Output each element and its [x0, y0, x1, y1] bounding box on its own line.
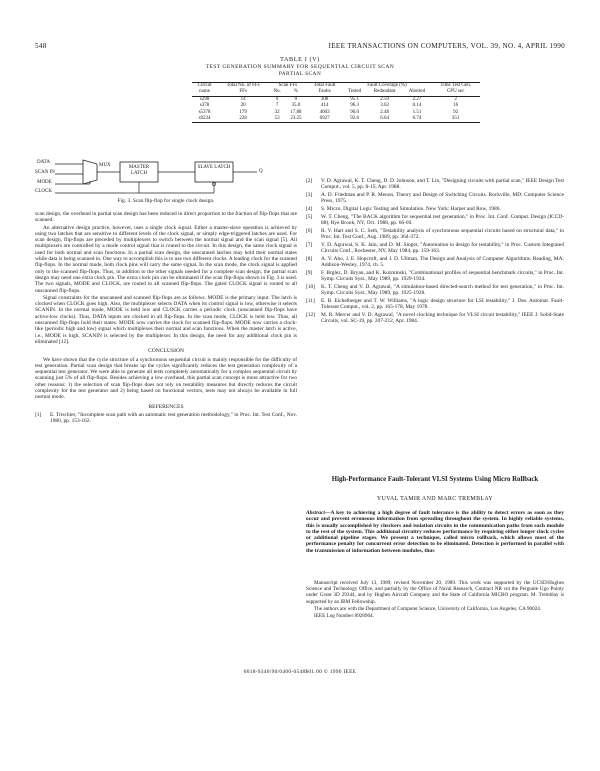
reference-number: [5] — [306, 213, 313, 220]
abstract-label: Abstract — [306, 510, 325, 516]
reference-number: [6] — [306, 227, 313, 234]
table-cell: 2 — [454, 96, 457, 102]
table-cell: 6.64 — [367, 116, 403, 123]
references-list — [306, 178, 564, 326]
table-header-cell: FFs — [217, 89, 269, 96]
reference-item — [306, 298, 564, 311]
left-column — [35, 211, 297, 426]
reference-number: [10] — [306, 283, 315, 290]
reference-number: [9] — [306, 269, 313, 276]
table-cell: 96.3 — [350, 103, 359, 109]
table-cell: 17.88 — [290, 109, 302, 115]
table-cell: 92 — [453, 109, 459, 115]
article-title: High-Performance Fault-Tolerant VLSI Systems Using Micro Rollback — [331, 476, 539, 483]
q-label: Q — [259, 169, 263, 174]
table-cell: s298 — [199, 96, 210, 102]
reference-item — [306, 312, 564, 325]
table-cell: 0 — [294, 96, 298, 102]
table-cell: 2.27 — [412, 96, 422, 102]
reference-item — [306, 206, 564, 212]
table-cell: 351 — [431, 116, 480, 123]
table-cell: 53 — [269, 116, 285, 123]
note-paragraph: Manuscript received July 13, 1989; revised November 20, 1989. This work was supported by the UCSD/Hughes Science and Technology Office, and partially by the Office of Naval Research, Contract NR cnt the Pergunte Ugo Pointy under Grant 3D 29344, and by Hughes Aircraft Company and the State of California MICRO program. M. Tremblay is supported by an IBM Fellowship. — [306, 580, 564, 605]
table-cell: 308 — [320, 96, 329, 102]
reference-item — [306, 214, 564, 227]
slave-latch-label: SLAVE LATCH — [197, 165, 231, 170]
table-caption: TEST GENERATION SUMMARY FOR SEQUENTIAL CIRCUIT SCAN — [205, 64, 395, 70]
reference-text: S. Miczo, Digital Logic Testing and Simulation. New York: Harper and Row, 1986. — [321, 205, 501, 212]
master-latch-label: MASTER LATCH — [128, 165, 150, 176]
mode-label: MODE — [37, 180, 52, 185]
body-paragraph: An alternative design practice, however, uses a single clock signal. Either a master-slave operation is achieved by using two latches that are sensitive to different levels of the clock signal, or simply edge-triggered latches are used. For scan design, flip-flops are preceded by multiplexers to switch between the normal signal and the scan signal [5]. All multiplexers are controlled by a mode control signal that is routed to the circuit. In this design, the same clock signal is used for both normal and scan functions. In a partial scan design, the unscanned latches may hold their normal states while data is being scanned in. One way to accomplish this is to use two different clocks. A leading clock for the scanned flip-flops. In the normal mode, both clock pins will carry the same signal. In the scan mode, the clock signal is applied only to the scanned flip-flops. Thus, in addition to the other signals needed for a complete scan design, the partial scan design may need one extra clock pin. The extra clock pin can be eliminated if the scan flip-flops shown in Fig. 3 is used. The two signals, MODE and CLOCK, are routed to all scanned flip-flops. The gated CLOCK signal is routed to all unscanned flip-flops. — [35, 224, 297, 294]
reference-number: [12] — [306, 311, 315, 318]
table-cell: 1.51 — [412, 109, 422, 115]
reference-text: K. T. Cheng and V. D. Agrawal, "A simulation-based directed-search method for test generation," in Proc. Int. Symp. Circuits Syst., May 1989, pp. 1925-1928. — [321, 283, 564, 296]
table-cell: 23.25 — [285, 116, 306, 123]
table-header-cell: Circuit — [192, 83, 217, 90]
reference-text: V. D. Agrawal, K. T. Cheng, D. D. Johnson, and T. Lin, "Designing circuits with partial scan," IEEE Design Test Comput., vol. 5, pp. 8-15, Apr. 1988. — [321, 178, 564, 191]
table-cell: 3.62 — [380, 103, 389, 109]
table-row — [192, 116, 480, 123]
reference-number: [8] — [306, 255, 313, 262]
table-cell: s378 — [199, 103, 210, 109]
table-subtitle: PARTIAL SCAN — [278, 71, 322, 77]
table-header-cell: Tested — [343, 89, 367, 96]
mux-shape — [83, 160, 97, 184]
reference-item — [306, 284, 564, 297]
reference-number: [2] — [306, 178, 313, 184]
table-header-cell: Faults — [307, 89, 343, 96]
reference-item — [35, 412, 297, 425]
table-header-cell: Aborted — [403, 89, 432, 96]
journal-header: IEEE TRANSACTIONS ON COMPUTERS, VOL. 39, NO. 4, APRIL 1990 — [328, 42, 565, 50]
note-paragraph: IEEE Log Number 8928964. — [314, 613, 374, 620]
clock-label: CLOCK — [35, 189, 52, 194]
table-cell: 20 — [240, 103, 246, 109]
reference-number: [11] — [306, 297, 315, 304]
data-label: DATA — [37, 160, 50, 165]
table-cell: 179 — [239, 109, 247, 115]
table-row — [192, 96, 480, 103]
reference-number: [7] — [306, 241, 313, 248]
scanin-label: SCAN IN — [35, 170, 55, 175]
reference-text: E. B. Eichelberger and T. W. Williams, "A logic design structure for LSI testability," J. Des. Automat. Fault-Tolerant Comput., vol. 2, pp. 165-178, May 1978. — [321, 297, 564, 310]
table-header-cell: % — [285, 89, 306, 96]
abstract-text: A key to achieving a high degree of fault tolerance is the ability to detect errors as soon as they occur and prevent erroneous information from spreading throughout the system. In highly reliable systems, this is usually accomplished by checkers and isolation circuits in the communication paths from each module to the rest of the system. This additional circuitry reduces performance by requiring either longer clock cycles or additional pipeline stages. We present a technique, called micro rollback, which allows most of the performance penalty for concurrent error detection to be eliminated. Detection is performed in parallel with the transmission of information between modules, thus — [306, 510, 564, 554]
mux-label: MUX — [99, 163, 111, 168]
table-cell: 228 — [217, 116, 269, 123]
reference-number: [3] — [306, 191, 313, 198]
conclusion-heading: CONCLUSION — [147, 348, 185, 355]
reference-text: F. Brglez, D. Bryan, and K. Kozminski, "Combinational profiles of sequential benchmark circuits," in Proc. Int. Symp. Circuits Syst., May 1989, pp. 1929-1934. — [321, 269, 564, 282]
table-header-cell: Fault Coverage (%) — [343, 83, 432, 90]
references-heading: REFERENCES — [148, 403, 184, 410]
figure-diagram — [35, 150, 297, 198]
table-cell: 32 — [274, 109, 280, 115]
table-cell: 92.6 — [343, 116, 367, 123]
table-cell: 7 — [275, 103, 279, 109]
results-table — [192, 82, 480, 123]
table-header-cell: name — [192, 89, 217, 96]
table-header-cell: CPU sec — [431, 89, 480, 96]
table-cell: 0.74 — [403, 116, 432, 123]
reference-text: A. V. Aho, J. E. Hopcroft, and J. D. Ullman, The Design and Analysis of Computer Algorithms. Reading, MA: Addison-Wesley, 1974, ch. 5. — [321, 255, 564, 268]
page-number: 548 — [35, 42, 47, 50]
table-header-cell: Total Fault — [307, 83, 343, 90]
table-cell: 0.14 — [412, 103, 422, 109]
table-cell: 2.48 — [380, 109, 389, 115]
table-cell: s9234 — [192, 116, 217, 123]
table-header-cell: No. — [269, 89, 285, 96]
table-header-cell: Time Test Gen. — [431, 83, 480, 90]
abstract-dash: — — [324, 510, 331, 516]
table-cell: 96.0 — [350, 109, 359, 115]
table-cell: 6927 — [307, 116, 343, 123]
reference-text: A. D. Friedman and P. R. Menon, Theory and Design of Switching Circuits. Rockville, MD: Computer Science Press, 1975. — [321, 191, 564, 205]
table-cell: 2.59 — [380, 96, 389, 102]
reference-text: R. V. Hart and S. C. Seth, "Testability analysis of synchronous sequential circuits based on structural data," in Proc. Int. Test Conf., Aug. 1989, pp. 364-372. — [321, 227, 564, 240]
reference-item — [306, 256, 564, 269]
reference-item — [306, 270, 564, 283]
reference-item — [306, 178, 564, 191]
reference-item — [306, 192, 564, 205]
note-paragraph: The authors are with the Department of Computer Science, University of California, Los Angeles, CA 90024. — [314, 605, 542, 612]
reference-text: W. T. Cheng, "The BACK algorithm for sequential test generation," in Proc. Int. Conf. Comput. Design (ICCD-88), Rye Brook, NY, Oct. 1988, pp. 66-69. — [321, 213, 564, 226]
conclusion-paragraph: We have shown that the cycle structure of a synchronous sequential circuit is mainly responsible for the difficulty of test generation. Partial scan design that breaks up the cycles significantly reduces the test generation complexity of a sequential test generator. We were able to generate all tests completely automatically for a complex sequential circuit by scanning just 5% of all flip-flops. Besides achieving a low overhead, this partial scan concept is more attractive for two other reasons: 1) the selection of scan flip-flops does not rely on testability measures but directly reduces the circuit complexity for the test generator and 2) being based on functional vectors, tests may not always be available in full normal mode. — [35, 356, 297, 401]
body-paragraph: scan design, the overhead in partial scan design has been reduced in direct proportion to the fraction of flip-flops that are scanned. — [35, 211, 297, 224]
reference-number: [4] — [306, 205, 313, 212]
table-header-cell: Redundant — [367, 89, 403, 96]
table-header-cell: Total No. of FFs — [217, 83, 269, 90]
table-cell: 16 — [453, 103, 459, 109]
table-cell: s5378 — [198, 109, 211, 115]
table-header-row — [192, 83, 480, 90]
reference-text: V. D. Agrawal, S. K. Jain, and D. M. Singer, "Automation in design for testability," in Proc. Custom Integrated Circuits Conf., Rochester, NY, May 1984, pp. 159-163. — [321, 241, 564, 254]
table-header-cell: Scan FFs — [269, 83, 306, 90]
manuscript-notes — [306, 580, 564, 620]
body-paragraph: Signal constraints for the unscanned and scanned flip-flops are as follows. MODE is the primary input. The latch is clocked when CLOCK goes high. Also, the multiplexer selects DATA when its control signal is low, otherwise it selects SCANIN. In the normal mode, MODE is held low and CLOCK carries a periodic clock (unscanned flip-flops have active-low clocks). Thus, DATA inputs are clocked in all flip-flops. In the scan mode, CLOCK is held low. Thus, all unscanned flip-flops hold their states. MODE now carries the clock for scanned flip-flops. MODE now carries a clock-like (periodic high and low) signal which multiplexes their normal and scan functions. When the master latch is active, i.e., MODE is high, SCANIN is selected by the multiplexer. In this design, the need for any additional clock pin is eliminated [12]. — [35, 294, 297, 345]
copyright-footer: 0018-9340/90/0400-0548$01.00 © 1990 IEEE — [243, 669, 357, 675]
reference-number: [1] — [35, 411, 42, 418]
figure-caption: Fig. 3. Scan flip-flop for single clock design. — [117, 198, 215, 204]
scan-flipflop-figure — [35, 150, 297, 202]
reference-item — [306, 242, 564, 255]
table-cell: 4603 — [319, 109, 330, 115]
table-cell: 35.0 — [291, 103, 301, 109]
table-cell: 0 — [275, 96, 279, 102]
table-cell: 414 — [320, 103, 329, 109]
reference-text: E. Trischler, "Incomplete scan path with an automatic test generation methodology," in Proc. Int. Test Conf., Nov. 1980, pp. 153-162. — [50, 411, 297, 425]
reference-text: M. R. Mercer and V. D. Agrawal, "A novel clocking technique for VLSI circuit testability," IEEE J. Solid-State Circuits, vol. SC-19, pp. 207-212, Apr. 1984. — [321, 311, 564, 324]
abstract — [306, 510, 564, 554]
table-title: TABLE I (V) — [280, 56, 320, 63]
reference-item — [306, 228, 564, 241]
table-cell: 95.1 — [350, 96, 359, 102]
article-authors: YUVAL TAMIR AND MARC TREMBLAY — [376, 496, 494, 502]
table-cell: 14 — [240, 96, 246, 102]
table-header-row — [192, 89, 480, 96]
